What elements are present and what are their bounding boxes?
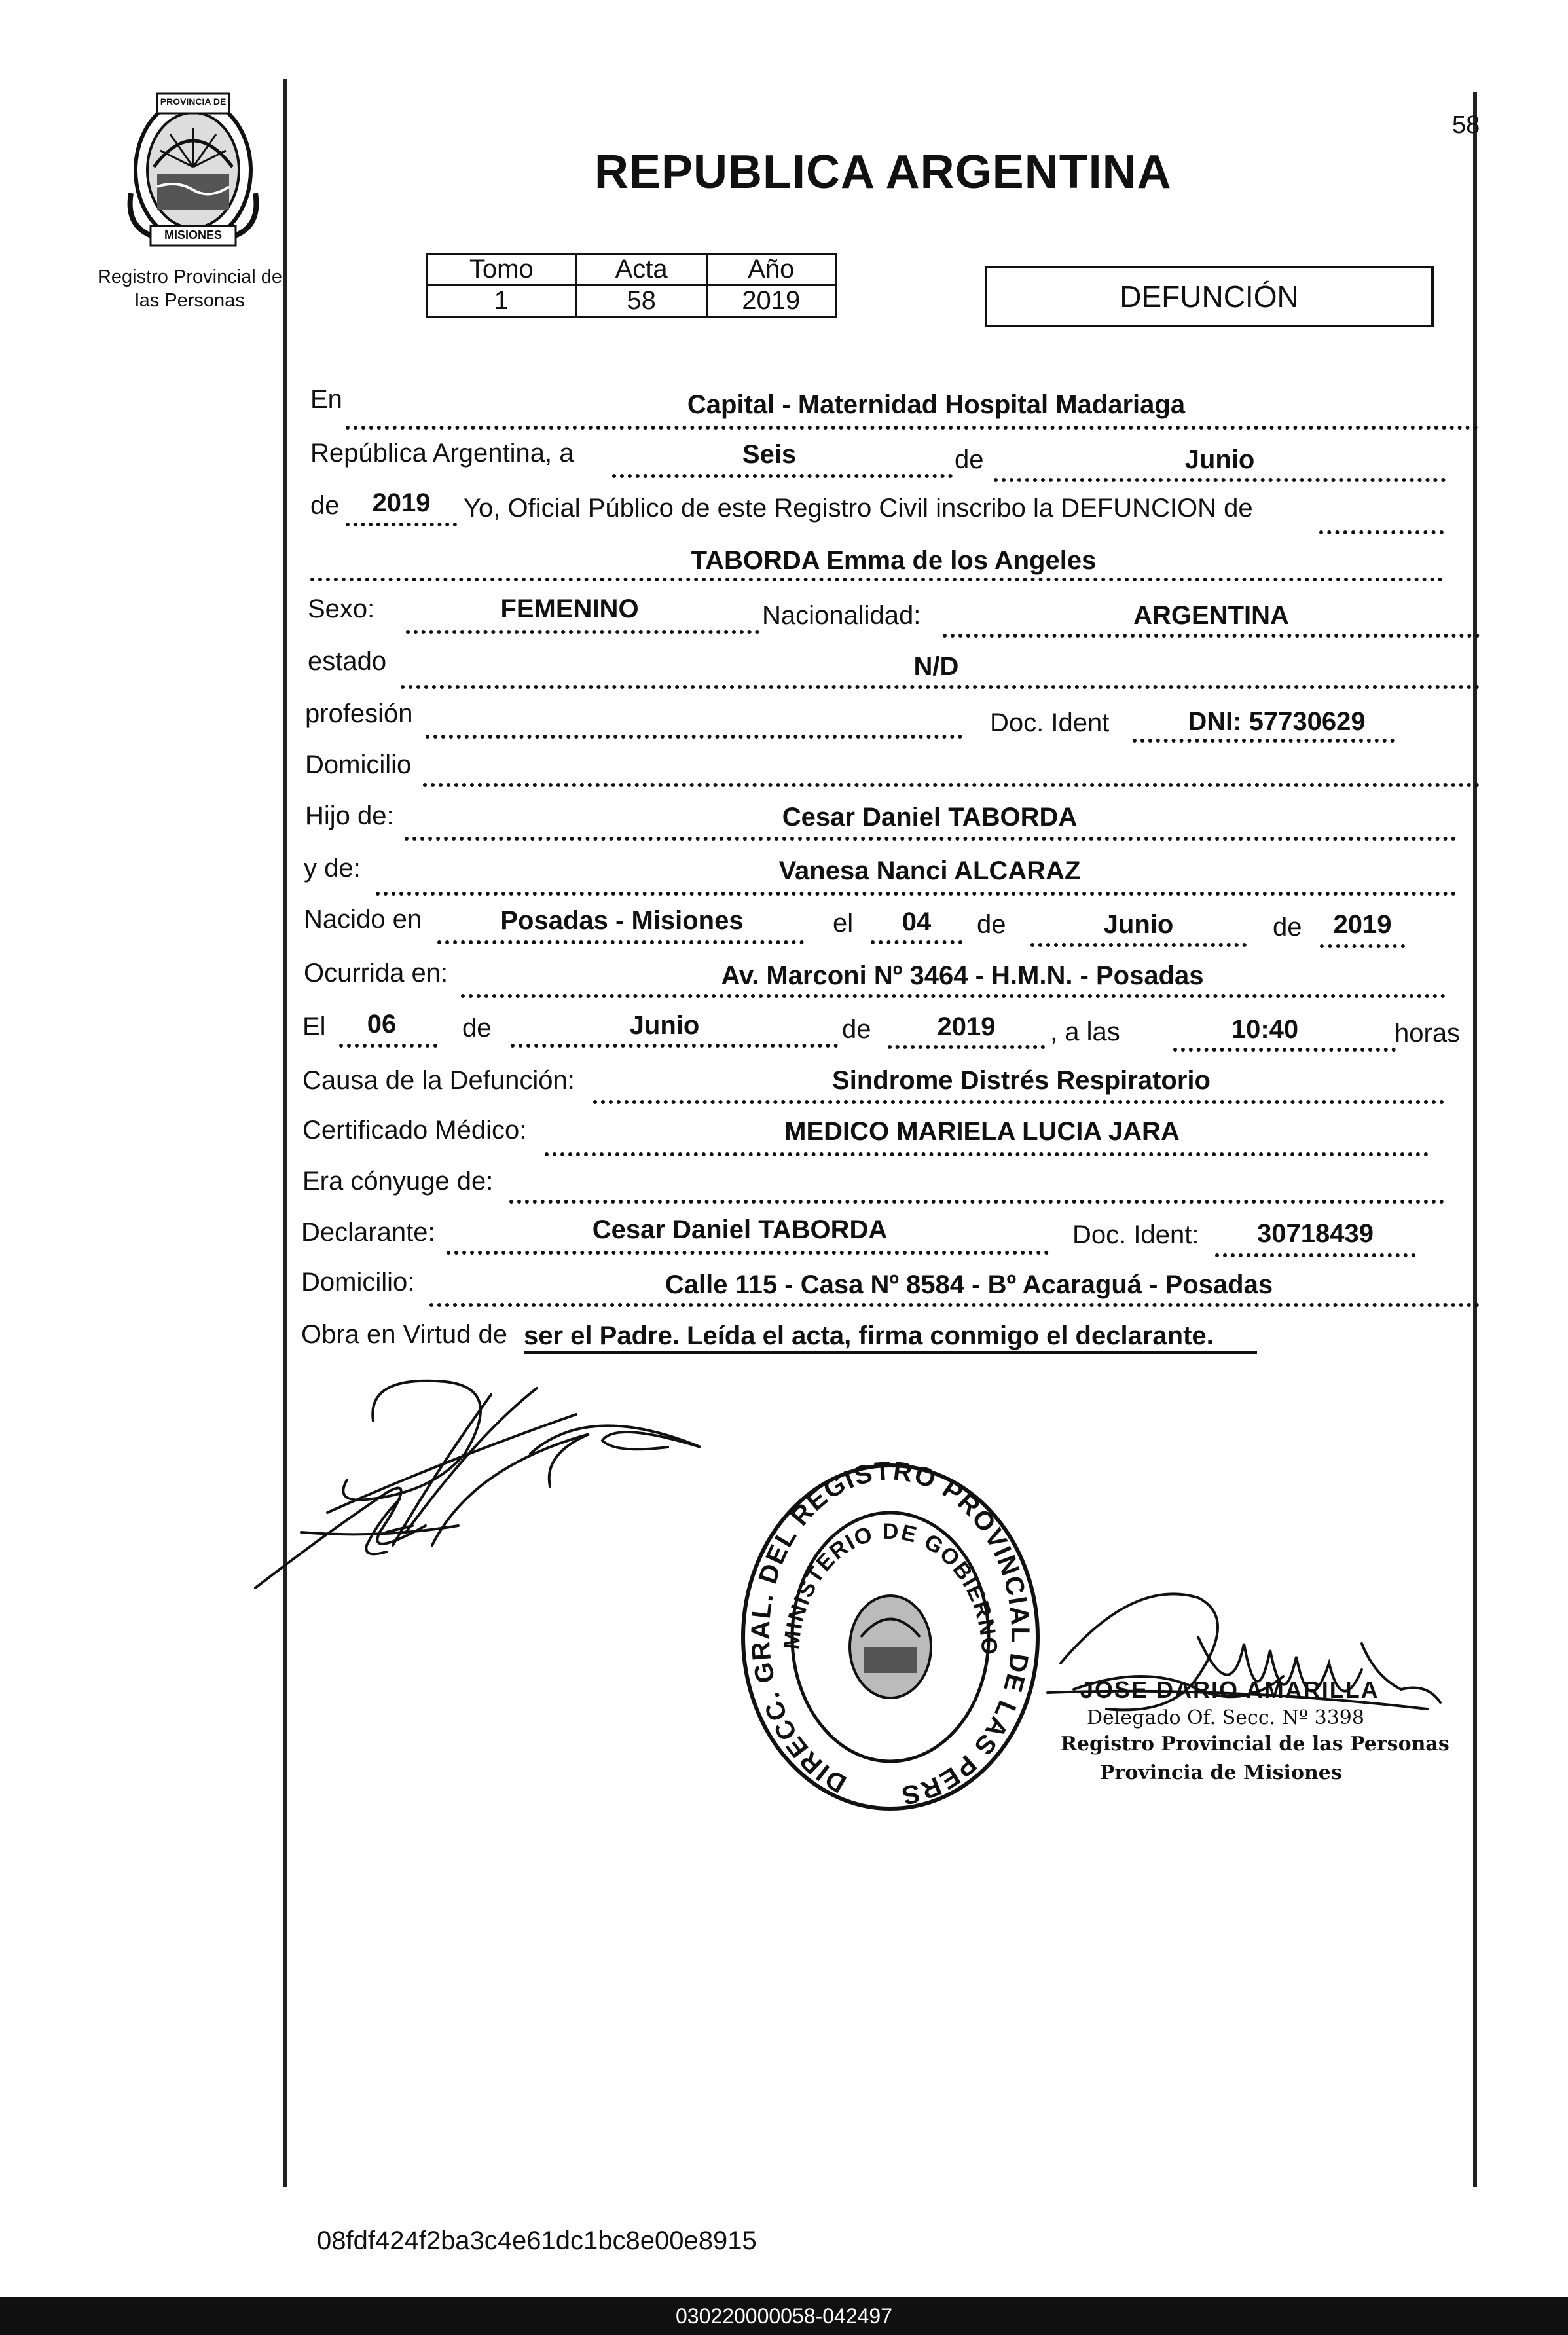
domicilio2-value: Calle 115 - Casa Nº 8584 - Bº Acaraguá - Posadas — [665, 1270, 1273, 1299]
causa-line — [593, 1100, 1444, 1104]
record-value-acta: 58 — [576, 285, 706, 317]
doc-ident2-value: 30718439 — [1257, 1219, 1374, 1248]
death-year-line — [888, 1045, 1045, 1049]
doc-ident2-line — [1215, 1253, 1415, 1257]
day-value: Seis — [742, 440, 797, 469]
death-month: Junio — [629, 1011, 700, 1040]
death-day: 06 — [367, 1010, 397, 1039]
nacido-value: Posadas - Misiones — [500, 906, 744, 935]
obra-label: Obra en Virtud de — [301, 1320, 508, 1349]
conyuge-line — [509, 1200, 1444, 1204]
obra-value: ser el Padre. Leída el acta, firma conmigo el declarante. — [524, 1321, 1214, 1350]
record-header-anio: Año — [706, 254, 835, 285]
death-time: 10:40 — [1231, 1015, 1299, 1044]
official-seal — [733, 1460, 1048, 1814]
profesion-label: profesión — [305, 699, 413, 728]
certificado-value: MEDICO MARIELA LUCIA JARA — [784, 1117, 1180, 1146]
yo-text: Yo, Oficial Público de este Registro Civil inscribo la DEFUNCION de — [464, 494, 1253, 523]
registry-line1: Registro Provincial de — [97, 267, 283, 287]
death-day-line — [339, 1044, 437, 1048]
misiones-emblem-icon — [118, 88, 268, 249]
doc-ident2-label: Doc. Ident: — [1072, 1221, 1199, 1249]
nacido-line — [437, 940, 804, 944]
declarante-line — [447, 1251, 1049, 1255]
domicilio2-label: Domicilio: — [301, 1268, 415, 1296]
yde-value: Vanesa Nanci ALCARAZ — [778, 856, 1081, 885]
ocurrida-value: Av. Marconi Nº 3464 - H.M.N. - Posadas — [721, 961, 1204, 990]
year-value: 2019 — [372, 488, 431, 517]
official-line1: Delegado Of. Secc. Nº 3398 — [1087, 1706, 1364, 1729]
deceased-name: TABORDA Emma de los Angeles — [691, 546, 1097, 575]
doc-ident-label: Doc. Ident — [990, 708, 1110, 737]
hijo-line — [405, 837, 1456, 841]
birth-de1-label: de — [977, 910, 1006, 939]
certificado-label: Certificado Médico: — [302, 1116, 527, 1145]
conyuge-label: Era cónyuge de: — [302, 1167, 494, 1196]
declarante-value: Cesar Daniel TABORDA — [592, 1215, 888, 1244]
page-number: 58 — [1452, 111, 1480, 139]
death-de1-label: de — [462, 1014, 492, 1042]
hijo-value: Cesar Daniel TABORDA — [782, 803, 1078, 832]
birth-month-line — [1030, 943, 1247, 947]
nacionalidad-value: ARGENTINA — [1133, 601, 1289, 630]
record-value-tomo: 1 — [427, 285, 577, 317]
el-label: el — [833, 909, 854, 938]
document-type-box: DEFUNCIÓN — [985, 266, 1434, 327]
domicilio-label: Domicilio — [305, 750, 412, 779]
seal-inner-text: MINISTERIO DE GOBIERNO — [778, 1518, 1002, 1657]
en-value: Capital - Maternidad Hospital Madariaga — [687, 390, 1186, 419]
footer-code: 030220000058-042497 — [676, 2304, 892, 2328]
birth-year-line — [1320, 944, 1405, 948]
death-year: 2019 — [937, 1012, 996, 1041]
doc-ident-line — [1133, 739, 1395, 743]
hijo-label: Hijo de: — [305, 801, 394, 830]
sexo-label: Sexo: — [308, 595, 375, 623]
right-margin-line — [1473, 92, 1477, 2187]
el2-label: El — [302, 1012, 326, 1041]
official-line3: Provincia de Misiones — [1100, 1761, 1342, 1784]
record-value-anio: 2019 — [706, 285, 835, 317]
sexo-line — [406, 630, 759, 634]
footer-code-bar — [0, 2297, 1568, 2335]
ocurrida-label: Ocurrida en: — [304, 959, 448, 987]
domicilio-line — [423, 783, 1480, 787]
seal-outer-text: DIRECC. GRAL. DEL REGISTRO PROVINCIAL DE LAS PERS — [746, 1460, 1035, 1811]
yde-label: y de: — [304, 854, 361, 883]
domicilio2-line — [429, 1303, 1480, 1307]
de-label: de — [955, 445, 984, 474]
horas-label: horas — [1395, 1019, 1461, 1048]
causa-label: Causa de la Defunción: — [302, 1066, 575, 1095]
month-value: Junio — [1184, 445, 1255, 474]
birth-month: Junio — [1103, 910, 1174, 939]
de2-label: de — [310, 491, 340, 520]
document-hash: 08fdf424f2ba3c4e61dc1bc8e00e8915 — [317, 2226, 757, 2255]
nacido-label: Nacido en — [304, 905, 422, 934]
registry-line2: las Personas — [135, 290, 245, 312]
ocurrida-line — [461, 994, 1446, 998]
estado-value: N/D — [913, 652, 959, 681]
official-line2: Registro Provincial de las Personas — [1061, 1733, 1449, 1756]
en-label: En — [310, 385, 342, 414]
birth-de2-label: de — [1273, 913, 1302, 942]
month-line — [994, 478, 1446, 482]
name-line — [310, 578, 1443, 581]
record-table — [426, 253, 837, 318]
record-header-acta: Acta — [576, 254, 706, 285]
profesion-line — [426, 735, 962, 739]
official-name: JOSE DARIO AMARILLA — [1080, 1676, 1379, 1703]
yde-line — [376, 892, 1456, 896]
year-line — [346, 523, 457, 526]
nacionalidad-line — [943, 634, 1480, 638]
estado-line — [401, 685, 1480, 689]
yo-line — [1319, 530, 1444, 534]
birth-day-line — [871, 940, 962, 944]
registry-name — [79, 265, 301, 313]
republica-label: República Argentina, a — [310, 439, 574, 468]
declarant-signature — [249, 1362, 786, 1598]
emblem-text-bottom: MISIONES — [164, 229, 222, 242]
estado-label: estado — [308, 647, 387, 676]
alas-label: , a las — [1050, 1018, 1120, 1046]
causa-value: Sindrome Distrés Respiratorio — [832, 1066, 1211, 1095]
nacionalidad-label: Nacionalidad: — [762, 601, 921, 630]
page-title: REPUBLICA ARGENTINA — [594, 146, 1172, 198]
death-month-line — [511, 1044, 838, 1048]
emblem-text-top: PROVINCIA DE — [160, 96, 227, 107]
death-time-line — [1173, 1048, 1396, 1052]
record-header-tomo: Tomo — [427, 254, 577, 285]
en-line — [346, 426, 1478, 430]
certificado-line — [545, 1152, 1429, 1156]
death-de2-label: de — [842, 1015, 871, 1044]
doc-ident-value: DNI: 57730629 — [1188, 707, 1366, 736]
declarante-label: Declarante: — [301, 1218, 435, 1247]
birth-day: 04 — [902, 908, 932, 936]
obra-underline — [524, 1351, 1257, 1354]
sexo-value: FEMENINO — [500, 595, 639, 623]
left-margin-line — [283, 79, 287, 2187]
day-line — [612, 474, 953, 478]
birth-year: 2019 — [1333, 910, 1392, 939]
